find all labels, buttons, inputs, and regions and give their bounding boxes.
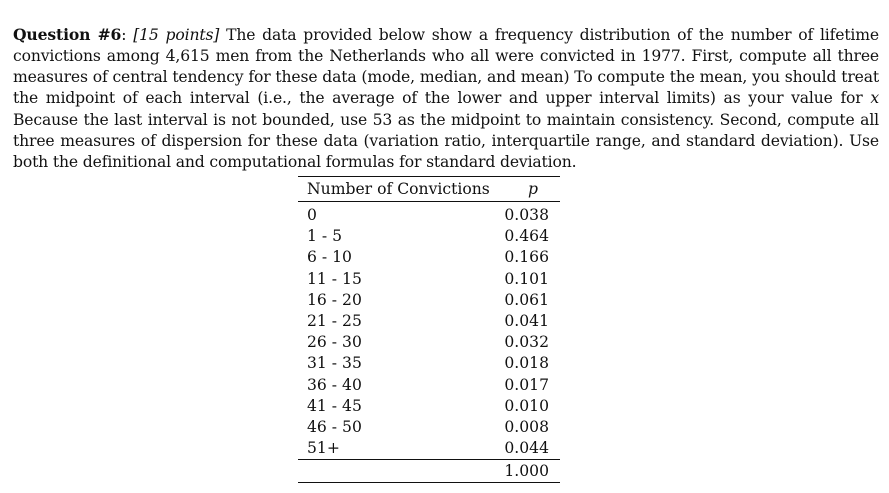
total-label-cell [298,460,501,483]
proportion-cell: 0.166 [504,248,549,267]
question-text-part-2: Because the last interval is not bounded, use 53 as the midpoint to maintain consistency. Second, compute all three measures of dispersion for these data (variation ratio, interquartile range, and standard deviation). Use both the definitional and computational formulas for standard deviation. [13,110,879,172]
interval-cell: 36 - 40 [307,375,362,394]
interval-cell: 0 [307,206,317,224]
table-row [298,311,560,332]
table-row [298,438,560,460]
interval-cell: 26 - 30 [307,333,362,352]
frequency-table [298,176,560,483]
table-header-row [298,177,560,202]
table-row [298,269,560,290]
table-row [298,247,560,268]
table-row [298,332,560,353]
question-paragraph [13,24,879,174]
question-label: Question #6 [13,24,122,44]
interval-cell: 41 - 45 [307,396,362,415]
proportion-cell: 0.101 [504,269,549,288]
header-number-of-convictions: Number of Convictions [307,180,490,198]
total-cell: 1.000 [504,462,549,481]
table-row [298,202,560,227]
question-points: [15 points] [133,25,220,44]
table-row [298,226,560,247]
question-colon: : [121,25,127,44]
interval-cell: 46 - 50 [307,418,362,437]
interval-cell: 31 - 35 [307,354,362,373]
proportion-cell: 0.061 [504,290,549,309]
table-row [298,396,560,417]
table-row [298,417,560,438]
proportion-cell: 0.017 [504,375,549,394]
table-row [298,375,560,396]
proportion-cell: 0.008 [504,418,549,437]
header-proportion: p [528,180,538,198]
interval-cell: 21 - 25 [307,312,362,331]
table-row [298,290,560,311]
interval-cell: 51+ [307,439,340,458]
interval-cell: 1 - 5 [307,227,343,246]
proportion-cell: 0.044 [504,439,549,458]
interval-cell: 11 - 15 [307,269,362,288]
question-text-part-1: The data provided below show a frequency distribution of the number of lifetime convictions among 4,615 men from the Netherlands who all were convicted in 1977. First, compute all three measures of central tendency for these data (mode, median, and mean) To compute the mean, you should treat the midpoint of each interval (i.e., the average of the lower and upper interval limits) as your value for [13,25,879,108]
proportion-cell: 0.038 [504,206,549,224]
interval-cell: 16 - 20 [307,290,362,309]
interval-cell: 6 - 10 [307,248,352,267]
table-row [298,353,560,374]
proportion-cell: 0.464 [504,227,549,246]
variable-x: x [870,89,879,108]
proportion-cell: 0.018 [504,354,549,373]
proportion-cell: 0.010 [504,396,549,415]
proportion-cell: 0.041 [504,312,549,331]
table-total-row [298,460,560,483]
proportion-cell: 0.032 [504,333,549,352]
